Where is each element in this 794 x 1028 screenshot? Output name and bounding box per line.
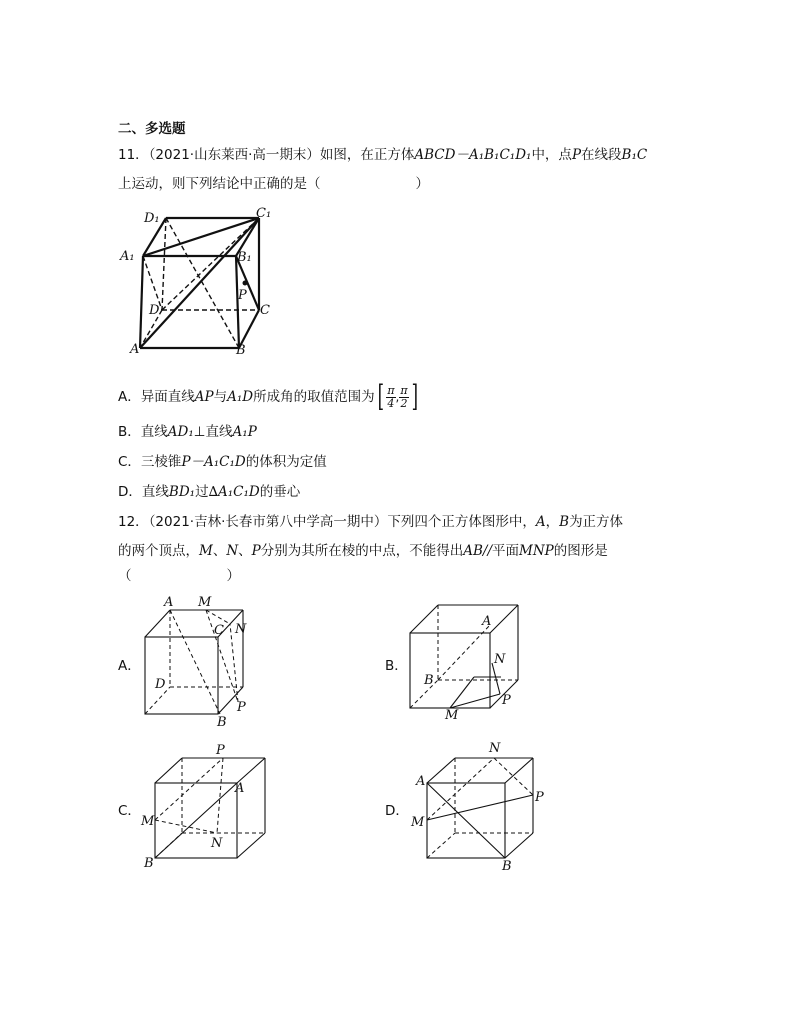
q11-option-d-m2: ∆A₁C₁D [208,484,260,500]
q12-point-b: B [559,514,570,530]
q12-option-a-figure [140,592,260,732]
q12-stem-text-b: 为正方体 [569,514,624,530]
q11-option-c-m1: P－A₁C₁D [181,454,246,470]
q11-label-d1: D₁ [144,211,160,226]
q11-label-a: A [130,342,140,357]
q11-option-a-label: A． [118,389,141,405]
q11-option-d-label: D． [118,484,142,500]
q11-option-a-text-a: 异面直线 [140,389,195,405]
q11-stem-line1 [118,146,647,164]
q12-line2-a: 的两个顶点， [118,543,199,559]
q12-d-label-b: B [502,859,512,874]
q12-b-label-m: M [445,708,459,723]
q12-a-label-n: N [235,622,247,637]
q11-option-b-text-b: ⊥直线 [193,424,233,440]
q11-option-a-text-c: 所成角的取值范围为 [253,389,375,405]
q12-a-label-m: M [198,595,212,610]
q11-stem-text-b: 中，点 [531,147,572,163]
q11-paren-close: ） [415,176,429,192]
q12-point-a: A [535,514,546,530]
q11-stem-line2 [118,175,429,193]
q11-label-b: B [236,343,246,358]
q12-stem-line1 [118,513,623,531]
q11-label-b1: B₁ [237,250,252,265]
q12-b-label-b: B [424,673,434,688]
q12-a-label-d: D [155,677,166,692]
q11-option-d-text-c: 的垂心 [259,484,301,500]
q11-option-c-text-a: 三棱锥 [140,454,182,470]
q12-line2-b: 分别为其所在棱的中点，不能得出 [260,543,464,559]
q11-number: 11． [118,147,149,163]
q12-answer-paren [118,567,240,585]
q12-c-label-b: B [144,856,154,871]
q11-label-p: P [238,288,247,303]
q12-paren-open: （ [118,568,132,584]
q12-b-label-n: N [494,652,506,667]
q12-d-label-n: N [489,741,501,756]
q12-option-b-figure [405,595,540,725]
q12-a-label-p: P [237,700,246,715]
q12-number: 12． [118,514,149,530]
q11-option-b [118,423,257,441]
q12-point-p: P [251,543,261,559]
q12-option-a-label: A． [118,658,141,674]
q12-sep3: 、 [238,543,252,559]
q12-b-label-a: A [482,614,492,629]
q12-point-n: N [226,543,239,559]
q11-option-a-m1: AP [194,389,214,405]
q12-line2-c: 平面 [492,543,520,559]
q11-option-c [118,453,327,471]
q11-option-a-frac2: $\frac{\pi}{2}$ [400,383,408,410]
q11-label-c1: C₁ [256,206,272,221]
q12-c-label-p: P [216,743,225,758]
q11-label-a1: A₁ [120,249,135,264]
q12-a-label-a: A [164,595,174,610]
q12-option-d-label: D． [385,803,409,819]
q11-stem-text: 如图，在正方体 [319,147,415,163]
q12-b-label-p: P [502,693,511,708]
q12-d-label-a: A [416,774,426,789]
q11-option-a: A．异面直线AP与A₁D所成角的取值范围为[ $\frac{\pi}{4}$ , $\frac{\pi}{2}$ ] [118,379,418,414]
q11-option-b-label: B． [118,424,141,440]
q12-paren-close: ） [226,568,240,584]
q12-c-label-m: M [141,814,155,829]
q12-relation: AB// [463,543,493,559]
q12-option-c-figure [140,738,275,873]
q12-plane: MNP [519,543,554,559]
q11-option-c-label: C． [118,454,141,470]
q11-stem-text-c: 在线段 [581,147,622,163]
q11-cube-figure [118,200,288,360]
q11-point-p: P [571,147,582,163]
q11-segment: B₁C [621,147,648,163]
q12-option-c-label: C． [118,803,141,819]
q12-option-b-label: B． [385,658,408,674]
q11-source: （2021·山东莱西·高一期末） [148,147,320,163]
q12-stem-line2 [118,542,608,560]
q11-option-d-m1: BD₁ [168,484,196,500]
q11-label-c: C [260,303,270,318]
q12-point-m: M [199,543,213,559]
q11-option-a-frac1: $\frac{\pi}{4}$ [387,383,395,410]
q11-option-a-m2: A₁D [227,389,254,405]
q12-c-label-n: N [211,836,223,851]
q12-a-label-c: C [214,623,224,638]
q12-source: （2021·吉林·长春市第八中学高一期中） [148,514,388,530]
q12-d-label-m: M [411,815,425,830]
q11-option-b-m2: A₁P [232,424,257,440]
q11-option-b-text-a: 直线 [140,424,168,440]
q12-d-label-p: P [535,790,544,805]
q12-line2-d: 的图形是 [553,543,608,559]
q11-option-a-rbracket: ] [411,379,418,414]
q11-option-a-lbracket: [ [377,379,384,414]
q12-sep2: 、 [212,543,227,559]
q11-label-d: D [149,303,160,318]
q11-cube-name: ABCD－A₁B₁C₁D₁ [414,147,532,163]
q12-option-d-figure [405,738,555,873]
q11-point-p-dot [243,281,248,286]
q11-option-d-text-a: 直线 [141,484,169,500]
q11-option-d [118,483,300,501]
q11-option-b-m1: AD₁ [167,424,194,440]
q11-option-d-text-b: 过 [195,484,209,500]
q11-option-c-text-b: 的体积为定值 [245,454,327,470]
q12-c-label-a: A [235,781,245,796]
q12-stem-text-a: 下列四个正方体图形中， [387,514,536,530]
q11-stem-line2-text: 上运动，则下列结论中正确的是（ [118,176,321,192]
q12-a-label-b: B [217,715,227,730]
q12-sep: ， [545,514,560,530]
section-title: 二、多选题 [118,121,186,137]
q11-option-a-text-b: 与 [213,389,228,405]
